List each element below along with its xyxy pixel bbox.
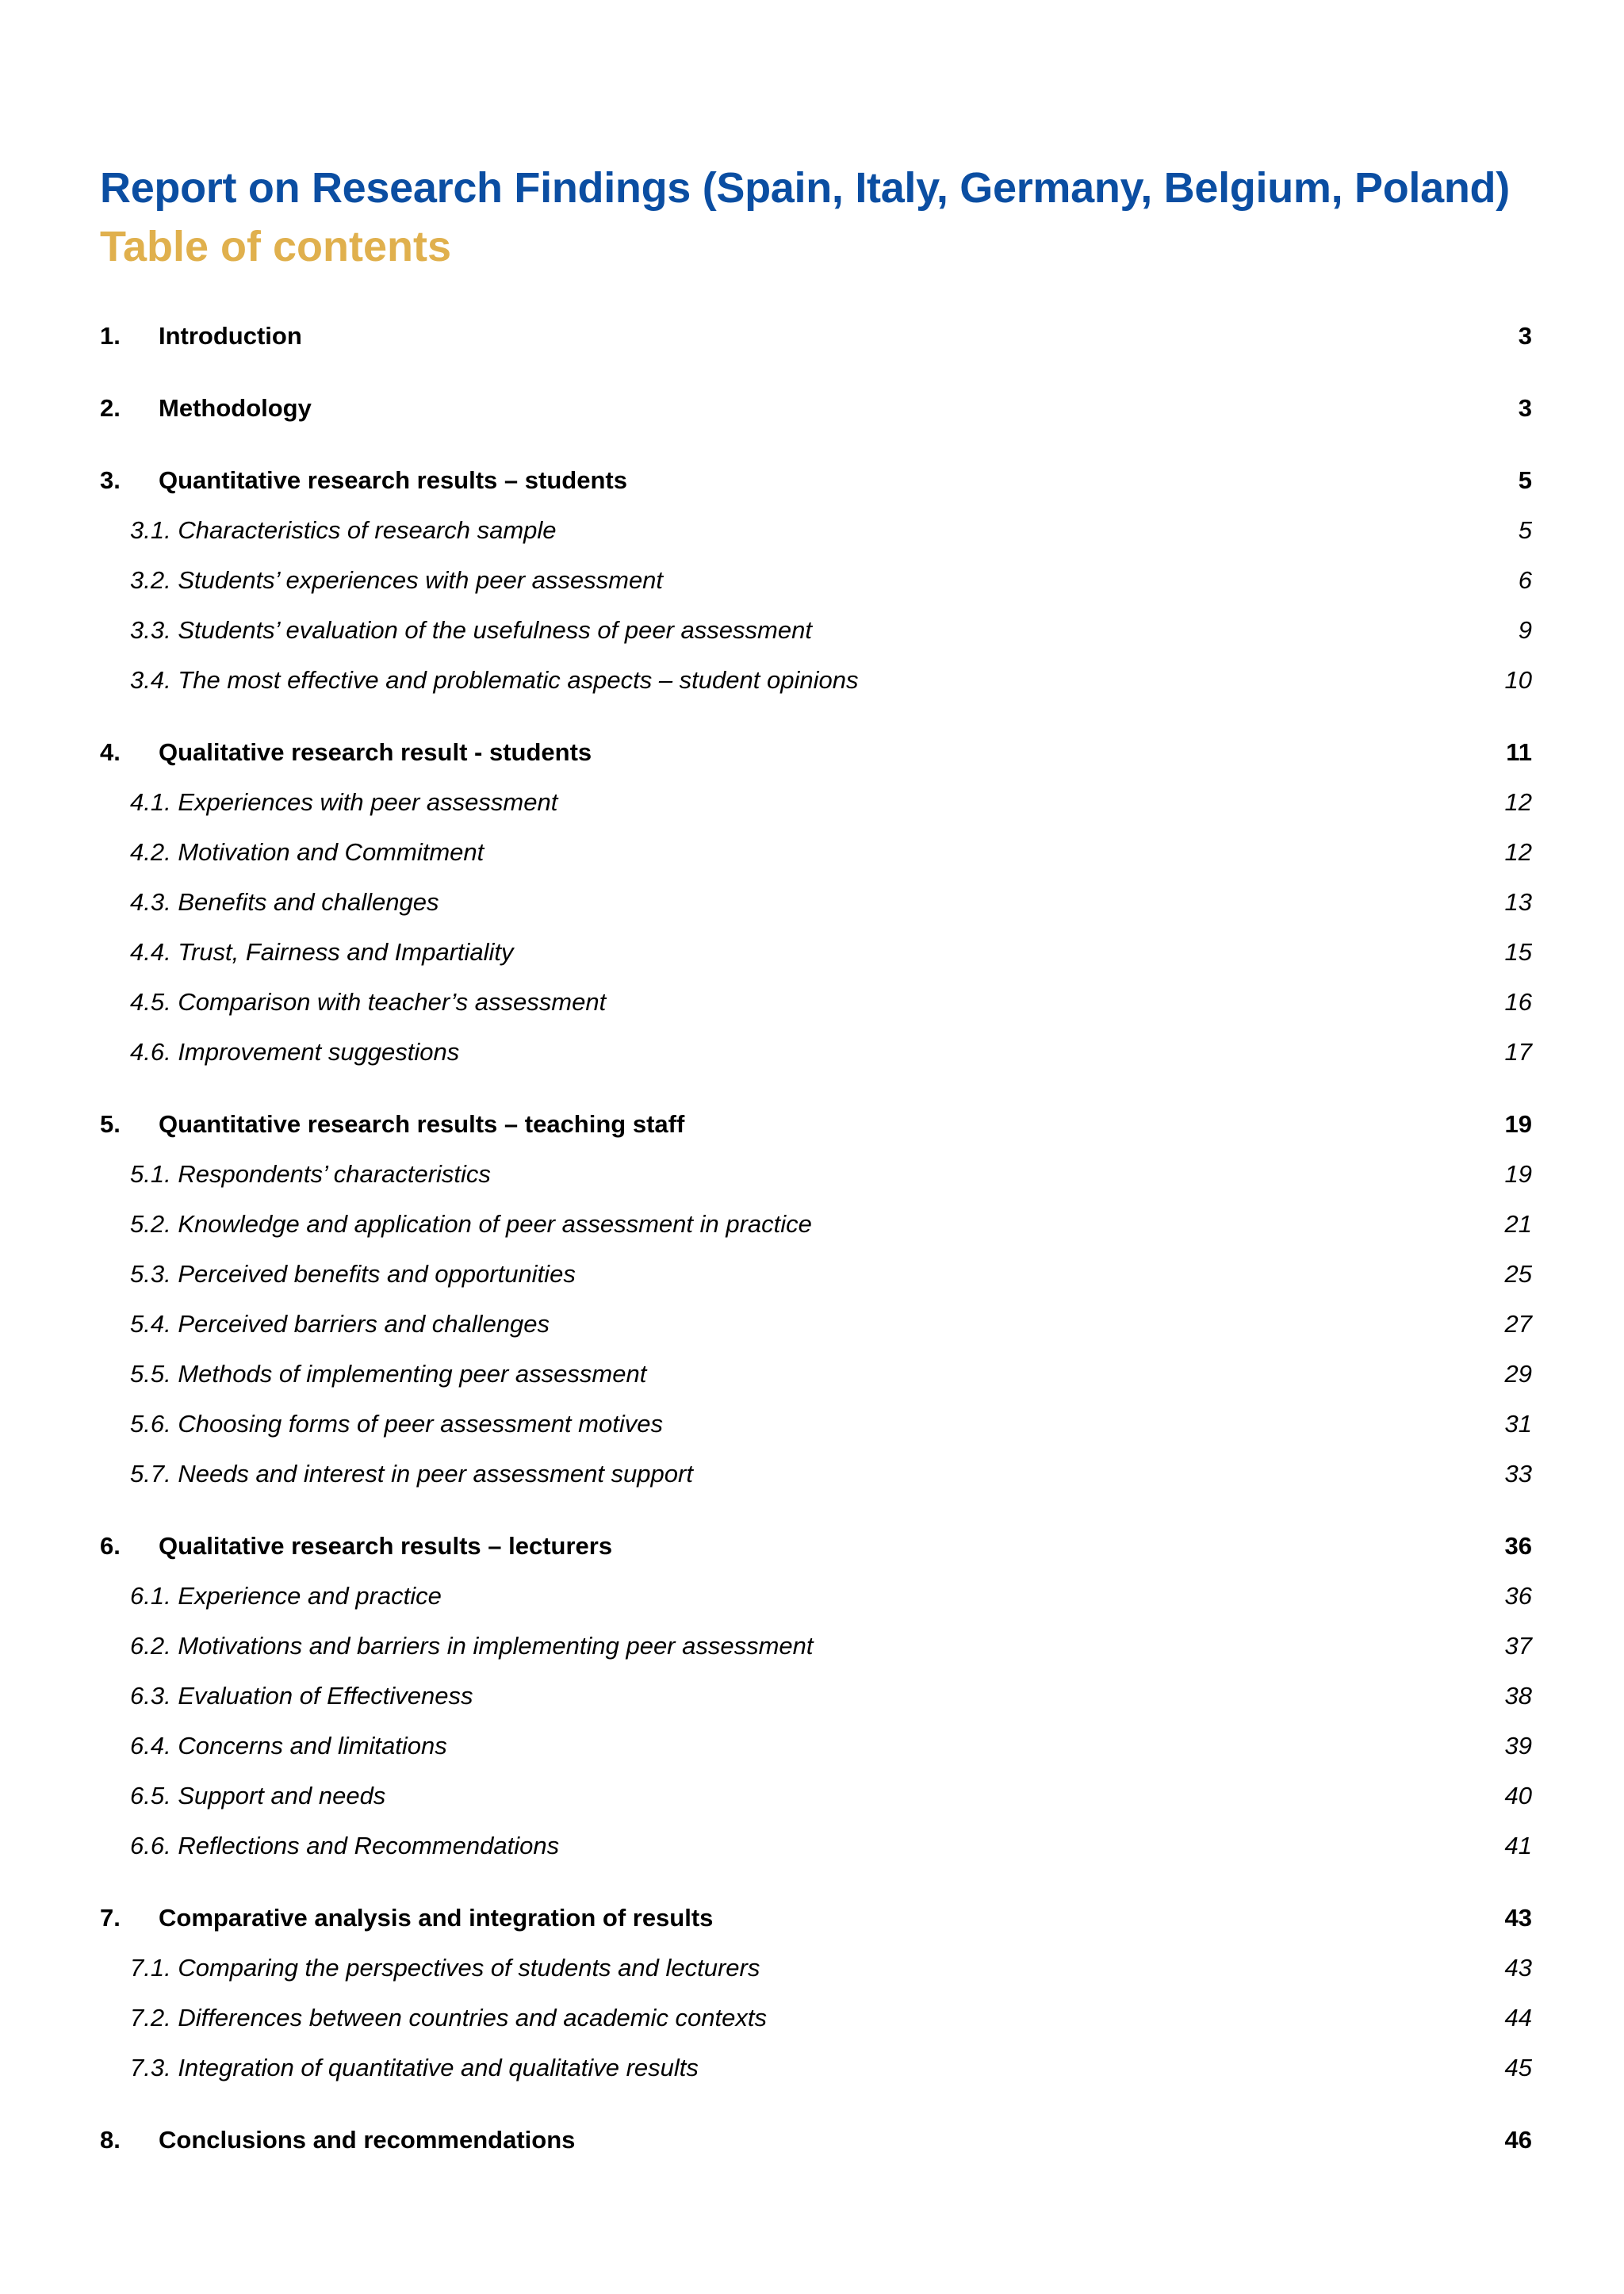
toc-section-label: Qualitative research result - students — [159, 738, 592, 766]
toc-subsection-entry[interactable] — [100, 555, 1532, 605]
toc-entry-label-group — [100, 383, 1519, 433]
toc-section-number: 6. — [100, 1532, 121, 1560]
toc-page-number: 37 — [1504, 1632, 1532, 1660]
toc-page-number: 45 — [1504, 2054, 1532, 2081]
toc-section-entry[interactable] — [100, 311, 1532, 361]
toc-page-number: 41 — [1504, 1832, 1532, 1859]
toc-subsection-entry[interactable] — [100, 1299, 1532, 1349]
toc-page-number: 3 — [1518, 394, 1532, 422]
toc-subsection-entry[interactable] — [100, 1993, 1532, 2043]
toc-entry-label-group — [100, 727, 1506, 777]
toc-subsection-entry[interactable] — [100, 1149, 1532, 1199]
toc-section-entry[interactable] — [100, 2115, 1532, 2165]
toc-section-label: Comparative analysis and integration of results — [159, 1904, 714, 1932]
toc-subsection-label: 4.5. Comparison with teacher’s assessment — [130, 988, 607, 1016]
toc-subsection-label: 3.3. Students’ evaluation of the usefulness of peer assessment — [130, 616, 812, 644]
toc-section-entry[interactable] — [100, 1521, 1532, 1571]
toc-page-number: 11 — [1506, 738, 1532, 766]
toc-subsection-label: 5.3. Perceived benefits and opportunities — [130, 1260, 576, 1288]
toc-page-number: 27 — [1504, 1310, 1532, 1338]
toc-page-number: 21 — [1504, 1210, 1532, 1238]
toc-subsection-label: 7.3. Integration of quantitative and qualitative results — [130, 2054, 699, 2081]
toc-section-entry[interactable] — [100, 383, 1532, 433]
toc-section-label: Qualitative research results – lecturers — [159, 1532, 613, 1560]
toc-section-number: 7. — [100, 1904, 121, 1932]
toc-subsection-label: 6.4. Concerns and limitations — [130, 1732, 447, 1760]
toc-subsection-entry[interactable] — [100, 1821, 1532, 1871]
toc-subsection-label: 3.2. Students’ experiences with peer assessment — [130, 566, 664, 594]
toc-subsection-label: 7.1. Comparing the perspectives of students and lecturers — [130, 1954, 760, 1982]
toc-subsection-entry[interactable] — [100, 1621, 1532, 1671]
document-page — [100, 159, 1532, 2165]
toc-subsection-entry[interactable] — [100, 1199, 1532, 1249]
toc-subsection-label: 4.4. Trust, Fairness and Impartiality — [130, 938, 514, 966]
toc-section-entry[interactable] — [100, 1099, 1532, 1149]
toc-page-number: 6 — [1518, 566, 1532, 594]
toc-subsection-entry[interactable] — [100, 1571, 1532, 1621]
toc-subsection-entry[interactable] — [100, 1721, 1532, 1771]
toc-subsection-label: 3.1. Characteristics of research sample — [130, 516, 557, 544]
toc-subsection-label: 5.4. Perceived barriers and challenges — [130, 1310, 550, 1338]
toc-subsection-label: 5.6. Choosing forms of peer assessment motives — [130, 1410, 663, 1438]
toc-subsection-label: 5.2. Knowledge and application of peer assessment in practice — [130, 1210, 812, 1238]
toc-page-number: 16 — [1504, 988, 1532, 1016]
toc-section-number: 8. — [100, 2126, 121, 2154]
toc-subsection-entry[interactable] — [100, 655, 1532, 705]
toc-page-number: 40 — [1504, 1782, 1532, 1810]
toc-section-entry[interactable] — [100, 727, 1532, 777]
toc-subsection-label: 3.4. The most effective and problematic aspects – student opinions — [130, 666, 859, 694]
toc-subsection-entry[interactable] — [100, 827, 1532, 877]
toc-section-number: 5. — [100, 1110, 121, 1138]
toc-section-label: Conclusions and recommendations — [159, 2126, 576, 2154]
toc-subsection-entry[interactable] — [100, 927, 1532, 977]
toc-page-number: 15 — [1504, 938, 1532, 966]
toc-page-number: 33 — [1504, 1460, 1532, 1488]
toc-page-number: 19 — [1504, 1110, 1532, 1138]
toc-section-label: Methodology — [159, 394, 312, 422]
toc-subsection-entry[interactable] — [100, 1399, 1532, 1449]
toc-subsection-entry[interactable] — [100, 877, 1532, 927]
toc-subsection-label: 4.2. Motivation and Commitment — [130, 838, 485, 866]
toc-subsection-entry[interactable] — [100, 1027, 1532, 1077]
toc-entry-label-group — [100, 1893, 1505, 1943]
toc-page-number: 25 — [1504, 1260, 1532, 1288]
toc-subsection-label: 6.2. Motivations and barriers in implementing peer assessment — [130, 1632, 814, 1660]
toc-section-entry[interactable] — [100, 1893, 1532, 1943]
toc-page-number: 5 — [1518, 516, 1532, 544]
toc-subsection-entry[interactable] — [100, 977, 1532, 1027]
toc-page-number: 10 — [1504, 666, 1532, 694]
toc-section-label: Quantitative research results – teaching staff — [159, 1110, 685, 1138]
toc-section-number: 2. — [100, 394, 121, 422]
toc-subsection-entry[interactable] — [100, 605, 1532, 655]
toc-subsection-label: 7.2. Differences between countries and academic contexts — [130, 2004, 768, 2032]
toc-subsection-entry[interactable] — [100, 777, 1532, 827]
toc-section-label: Introduction — [159, 322, 302, 350]
toc-section-number: 3. — [100, 466, 121, 494]
toc-subsection-label: 6.6. Reflections and Recommendations — [130, 1832, 560, 1859]
toc-page-number: 29 — [1504, 1360, 1532, 1388]
toc-section-label: Quantitative research results – students — [159, 466, 627, 494]
table-of-contents — [100, 311, 1532, 2165]
toc-page-number: 17 — [1504, 1038, 1532, 1066]
toc-entry-label-group — [100, 1521, 1505, 1571]
toc-page-number: 12 — [1504, 838, 1532, 866]
toc-subsection-label: 6.3. Evaluation of Effectiveness — [130, 1682, 473, 1710]
toc-page-number: 13 — [1504, 888, 1532, 916]
toc-page-number: 36 — [1504, 1532, 1532, 1560]
toc-subsection-entry[interactable] — [100, 1771, 1532, 1821]
toc-entry-label-group — [100, 311, 1519, 361]
toc-entry-label-group — [100, 1099, 1505, 1149]
toc-subsection-label: 5.7. Needs and interest in peer assessment support — [130, 1460, 693, 1488]
toc-subsection-entry[interactable] — [100, 1449, 1532, 1499]
toc-section-number: 1. — [100, 322, 121, 350]
toc-page-number: 46 — [1504, 2126, 1532, 2154]
toc-page-number: 44 — [1504, 2004, 1532, 2032]
toc-page-number: 3 — [1518, 322, 1532, 350]
toc-page-number: 12 — [1504, 788, 1532, 816]
toc-subsection-entry[interactable] — [100, 2043, 1532, 2093]
toc-page-number: 9 — [1518, 616, 1532, 644]
toc-section-entry[interactable] — [100, 455, 1532, 505]
toc-subsection-entry[interactable] — [100, 1349, 1532, 1399]
toc-subsection-label: 4.1. Experiences with peer assessment — [130, 788, 558, 816]
toc-subsection-label: 4.6. Improvement suggestions — [130, 1038, 460, 1066]
toc-subsection-label: 5.5. Methods of implementing peer assessment — [130, 1360, 647, 1388]
document-title: Report on Research Findings (Spain, Italy, Germany, Belgium, Poland) — [100, 164, 1510, 212]
toc-section-number: 4. — [100, 738, 121, 766]
toc-entry-label-group — [100, 2115, 1505, 2165]
toc-page-number: 38 — [1504, 1682, 1532, 1710]
toc-subsection-label: 5.1. Respondents’ characteristics — [130, 1160, 491, 1188]
toc-subsection-entry[interactable] — [100, 1943, 1532, 1993]
toc-page-number: 31 — [1504, 1410, 1532, 1438]
toc-subsection-entry[interactable] — [100, 1249, 1532, 1299]
toc-heading: Table of contents — [100, 223, 452, 270]
toc-page-number: 43 — [1504, 1954, 1532, 1982]
toc-subsection-entry[interactable] — [100, 505, 1532, 555]
toc-subsection-label: 6.5. Support and needs — [130, 1782, 386, 1810]
toc-page-number: 39 — [1504, 1732, 1532, 1760]
toc-page-number: 5 — [1518, 466, 1532, 494]
toc-entry-label-group — [100, 455, 1519, 505]
toc-page-number: 43 — [1504, 1904, 1532, 1932]
toc-subsection-label: 4.3. Benefits and challenges — [130, 888, 439, 916]
toc-page-number: 36 — [1504, 1582, 1532, 1610]
toc-subsection-entry[interactable] — [100, 1671, 1532, 1721]
toc-subsection-label: 6.1. Experience and practice — [130, 1582, 442, 1610]
toc-page-number: 19 — [1504, 1160, 1532, 1188]
